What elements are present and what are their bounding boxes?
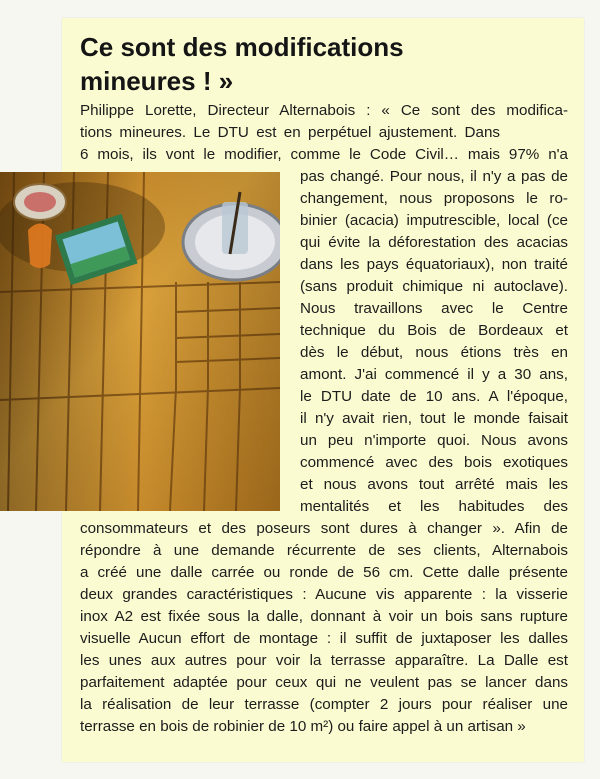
body-line: la réalisation de leur terrasse (compter 2 jours pour réaliser une [80, 696, 568, 713]
body-line: parfaitement adaptée pour ceux qui ne veulent pas se lancer dans [80, 674, 568, 691]
title-line-2: mineures ! » [80, 66, 234, 96]
body-line: deux grandes caractéristiques : Aucune vis apparente : la visserie [80, 586, 568, 603]
body-line: commencé avec des bois exotiques [300, 454, 568, 471]
body-line: a créé une dalle carrée ou ronde de 56 cm. Cette dalle présente [80, 564, 568, 581]
body-line: répondre à une demande récurrente de ses clients, Alternabois [80, 542, 568, 559]
body-line: dès le début, nous étions très en [300, 344, 568, 361]
body-line: qui évite la déforestation des acacias [300, 234, 568, 251]
body-line: consommateurs et des poseurs sont dures à changer ». Afin de [80, 520, 568, 537]
body-line: tions mineures. Le DTU est en perpétuel ajustement. Dans [80, 124, 500, 141]
title-line-1: Ce sont des modifications [80, 32, 404, 62]
body-line: technique du Bois de Bordeaux et [300, 322, 568, 339]
body-line: Nous travaillons avec le Centre [300, 300, 568, 317]
body-line: un peu n'importe quoi. Nous avons [300, 432, 568, 449]
body-line: visuelle Aucun effort de montage : il suffit de juxtaposer les dalles [80, 630, 568, 647]
deck-tiles-photo [0, 172, 280, 511]
body-line: les unes aux autres pour voir la terrasse apparaître. La Dalle est [80, 652, 568, 669]
body-line: mentalités et les habitudes des [300, 498, 568, 515]
body-line: (sans produit chimique ni autoclave). [300, 278, 568, 295]
body-line: 6 mois, ils vont le modifier, comme le Code Civil… mais 97% n'a [80, 146, 568, 163]
body-line: binier (acacia) imputrescible, local (ce [300, 212, 568, 229]
body-line: inox A2 est fixée sous la dalle, donnant à voir un bois sans rupture [80, 608, 568, 625]
body-line: le DTU date de 10 ans. A l'époque, [300, 388, 568, 405]
body-line: pas changé. Pour nous, il n'y a pas de [300, 168, 568, 185]
body-line: il n'y avait rien, tout le monde faisait [300, 410, 568, 427]
article-title [80, 30, 560, 98]
body-line: amont. J'ai commencé il y a 30 ans, [300, 366, 568, 383]
body-line: terrasse en bois de robinier de 10 m²) ou faire appel à un artisan » [80, 718, 526, 735]
body-line: Philippe Lorette, Directeur Alternabois : « Ce sont des modifica- [80, 102, 568, 119]
body-line: dans les pays équatoriaux), non traité [300, 256, 568, 273]
body-line: changement, nous proposons le ro- [300, 190, 568, 207]
body-line: et nous avons tout arrêté mais les [300, 476, 568, 493]
